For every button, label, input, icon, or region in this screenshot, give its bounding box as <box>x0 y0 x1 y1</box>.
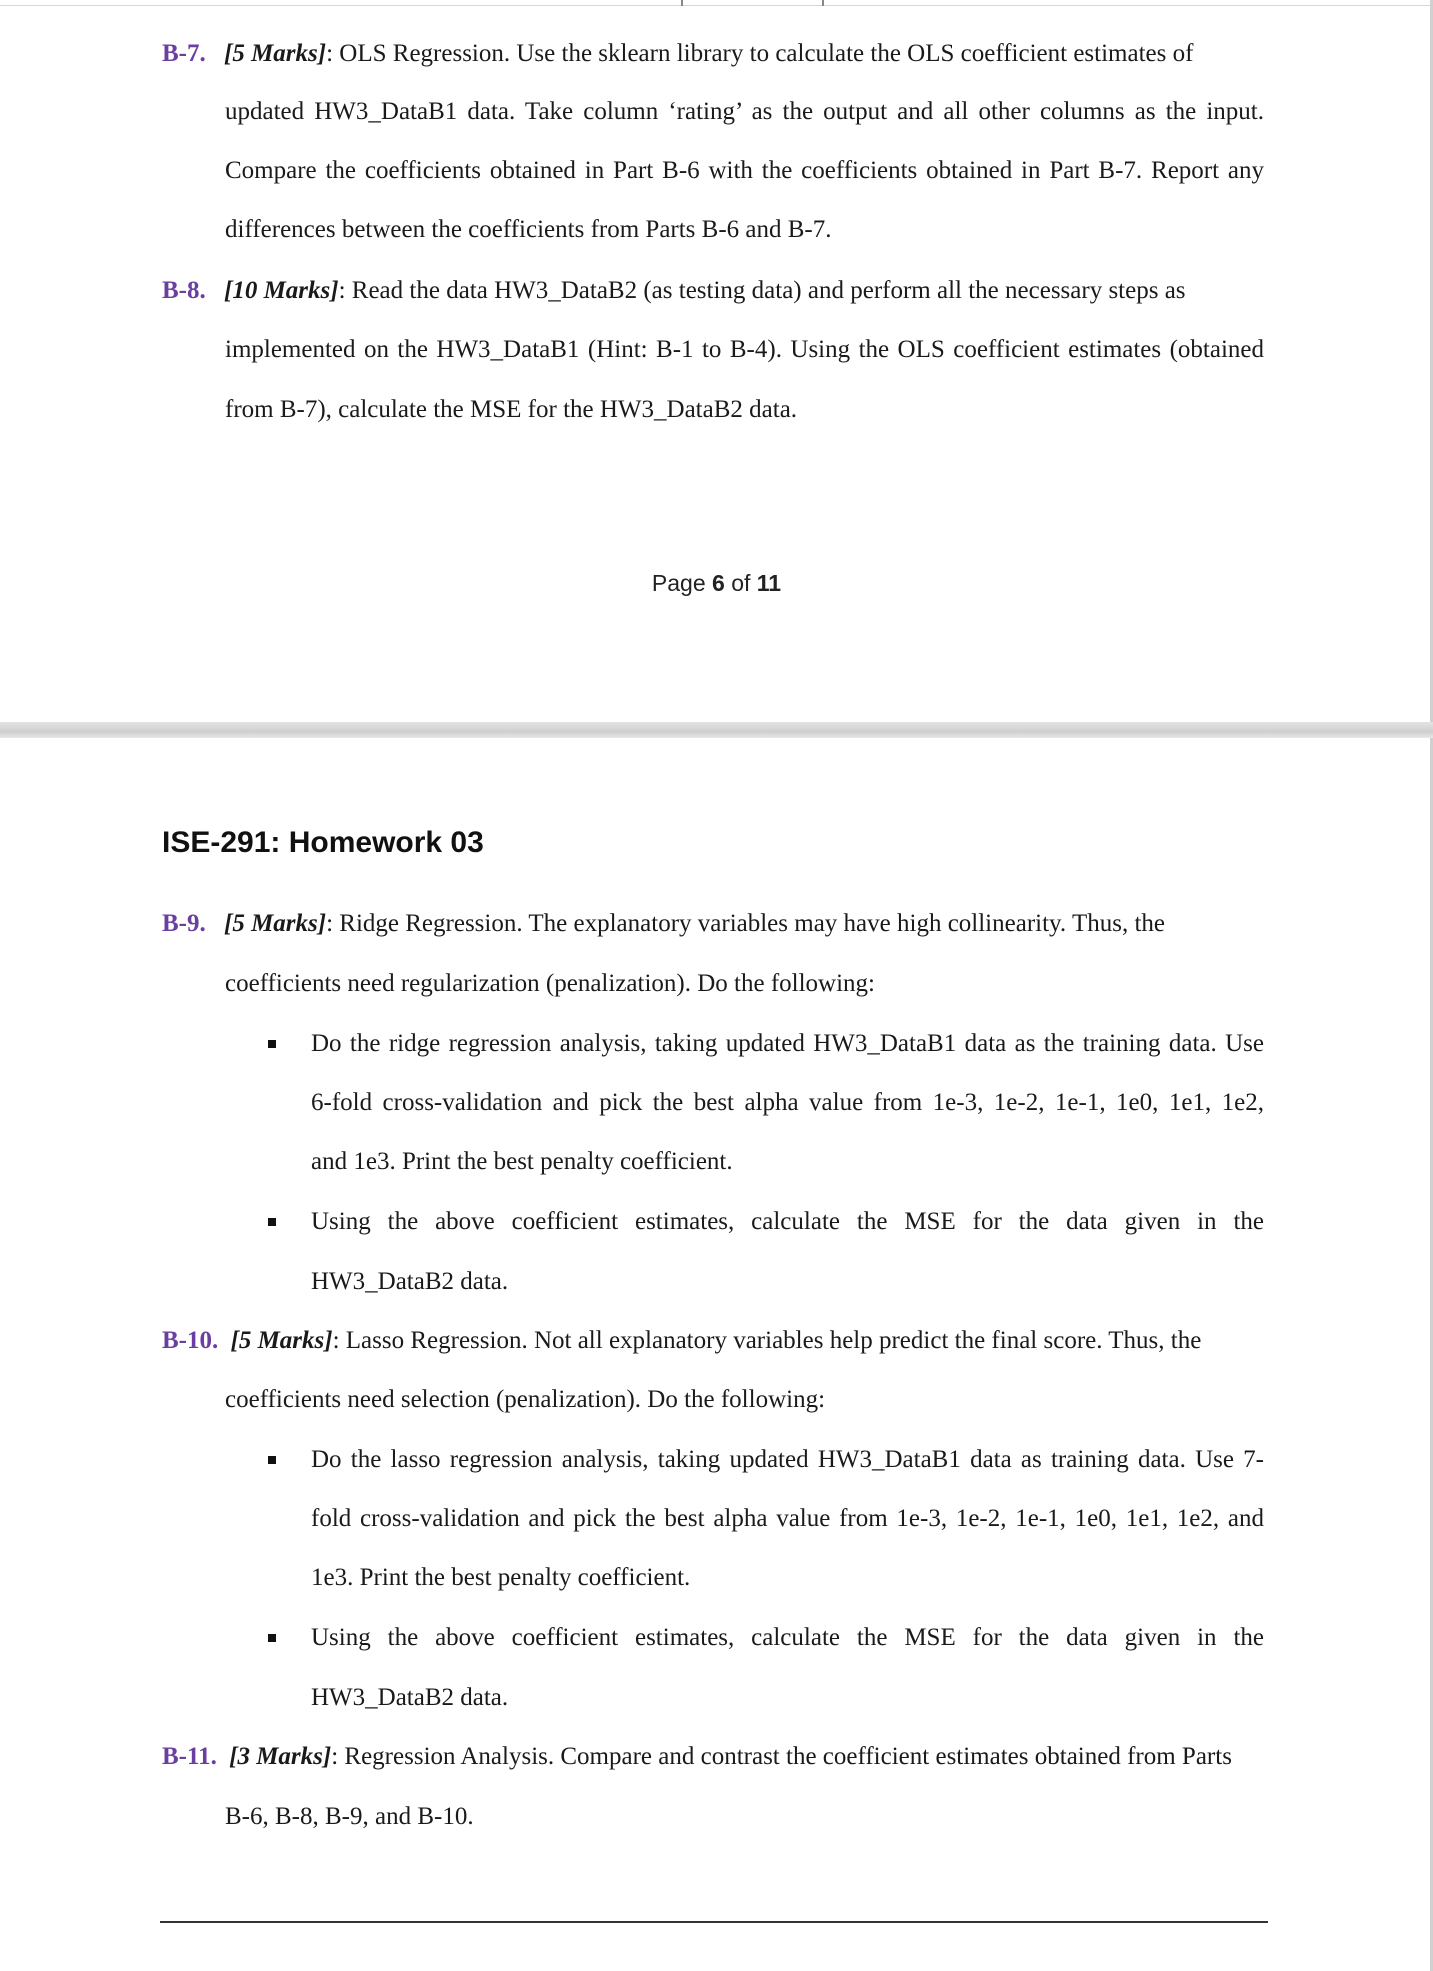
page-footer-prefix: Page <box>651 570 706 596</box>
question-marks: [5 Marks] <box>230 1327 333 1354</box>
question-text-line: : Ridge Regression. The explanatory variables may have high collinearity. Thus, the <box>326 910 1165 937</box>
bullet-icon <box>268 1218 276 1226</box>
top-edge-mark <box>681 0 683 6</box>
page-separator <box>0 722 1433 738</box>
question-b7-first-line <box>162 40 1264 68</box>
footer-divider <box>160 1921 1268 1923</box>
bullet-text-line: fold cross-validation and pick the best alpha value from 1e-3, 1e-2, 1e-1, 1e0, 1e1, 1e2, and <box>311 1505 1264 1532</box>
question-text-line: : Lasso Regression. Not all explanatory variables help predict the final score. Thus, the <box>332 1327 1202 1354</box>
question-text-line: : Read the data HW3_DataB2 (as testing data) and perform all the necessary steps as <box>338 277 1186 304</box>
question-b10-first-line <box>162 1327 1264 1355</box>
question-b8-first-line <box>162 277 1264 305</box>
page-top-border <box>0 5 1433 6</box>
question-text-line: from B-7), calculate the MSE for the HW3_DataB2 data. <box>225 396 798 423</box>
question-text-line: updated HW3_DataB1 data. Take column ‘rating’ as the output and all other columns as the input. <box>225 98 1264 125</box>
question-text-line: coefficients need regularization (penalization). Do the following: <box>225 970 875 997</box>
question-b11-first-line <box>162 1743 1264 1771</box>
question-number: B-10. <box>162 1327 219 1354</box>
question-text-line: differences between the coefficients from Parts B-6 and B-7. <box>225 216 832 243</box>
question-b9-first-line <box>162 910 1264 938</box>
bullet-text-line: Do the ridge regression analysis, taking updated HW3_DataB1 data as the training data. Use <box>311 1030 1264 1057</box>
bullet-text-line: Using the above coefficient estimates, calculate the MSE for the data given in the <box>311 1624 1264 1651</box>
question-number: B-8. <box>162 277 206 304</box>
bullet-icon <box>268 1456 276 1464</box>
bullet-text-line: and 1e3. Print the best penalty coefficient. <box>311 1148 733 1175</box>
page-footer-total: 11 <box>756 570 782 596</box>
bullet-text-line: Do the lasso regression analysis, taking updated HW3_DataB1 data as training data. Use 7- <box>311 1446 1264 1473</box>
question-text-line: coefficients need selection (penalization). Do the following: <box>225 1386 826 1413</box>
question-marks: [3 Marks] <box>229 1743 332 1770</box>
bullet-text-line: Using the above coefficient estimates, calculate the MSE for the data given in the <box>311 1208 1264 1235</box>
question-text-line: : Regression Analysis. Compare and contrast the coefficient estimates obtained from Parts <box>331 1743 1232 1770</box>
question-text-line: : OLS Regression. Use the sklearn library to calculate the OLS coefficient estimates of <box>326 40 1194 67</box>
top-edge-mark <box>822 0 824 6</box>
bullet-text-line: HW3_DataB2 data. <box>311 1268 509 1295</box>
bullet-icon <box>268 1040 276 1048</box>
page-footer <box>0 570 1433 597</box>
question-marks: [10 Marks] <box>224 277 339 304</box>
bullet-text-line: 1e3. Print the best penalty coefficient. <box>311 1564 691 1591</box>
bullet-text-line: 6-fold cross-validation and pick the best alpha value from 1e-3, 1e-2, 1e-1, 1e0, 1e1, 1e2, <box>311 1089 1264 1116</box>
question-number: B-11. <box>162 1743 217 1770</box>
question-text-line: B-6, B-8, B-9, and B-10. <box>225 1803 474 1830</box>
page-footer-of: of <box>731 570 751 596</box>
page-6 <box>0 0 1433 722</box>
question-text-line: Compare the coefficients obtained in Part B-6 with the coefficients obtained in Part B-7. Report any <box>225 157 1264 184</box>
question-text-line: implemented on the HW3_DataB1 (Hint: B-1 to B-4). Using the OLS coefficient estimates (obtained <box>225 336 1264 363</box>
page-footer-current: 6 <box>712 570 725 596</box>
question-number: B-9. <box>162 910 206 937</box>
question-number: B-7. <box>162 40 206 67</box>
question-marks: [5 Marks] <box>224 910 327 937</box>
page-title: ISE-291: Homework 03 <box>162 826 484 859</box>
question-marks: [5 Marks] <box>224 40 327 67</box>
bullet-text-line: HW3_DataB2 data. <box>311 1684 509 1711</box>
bullet-icon <box>268 1634 276 1642</box>
